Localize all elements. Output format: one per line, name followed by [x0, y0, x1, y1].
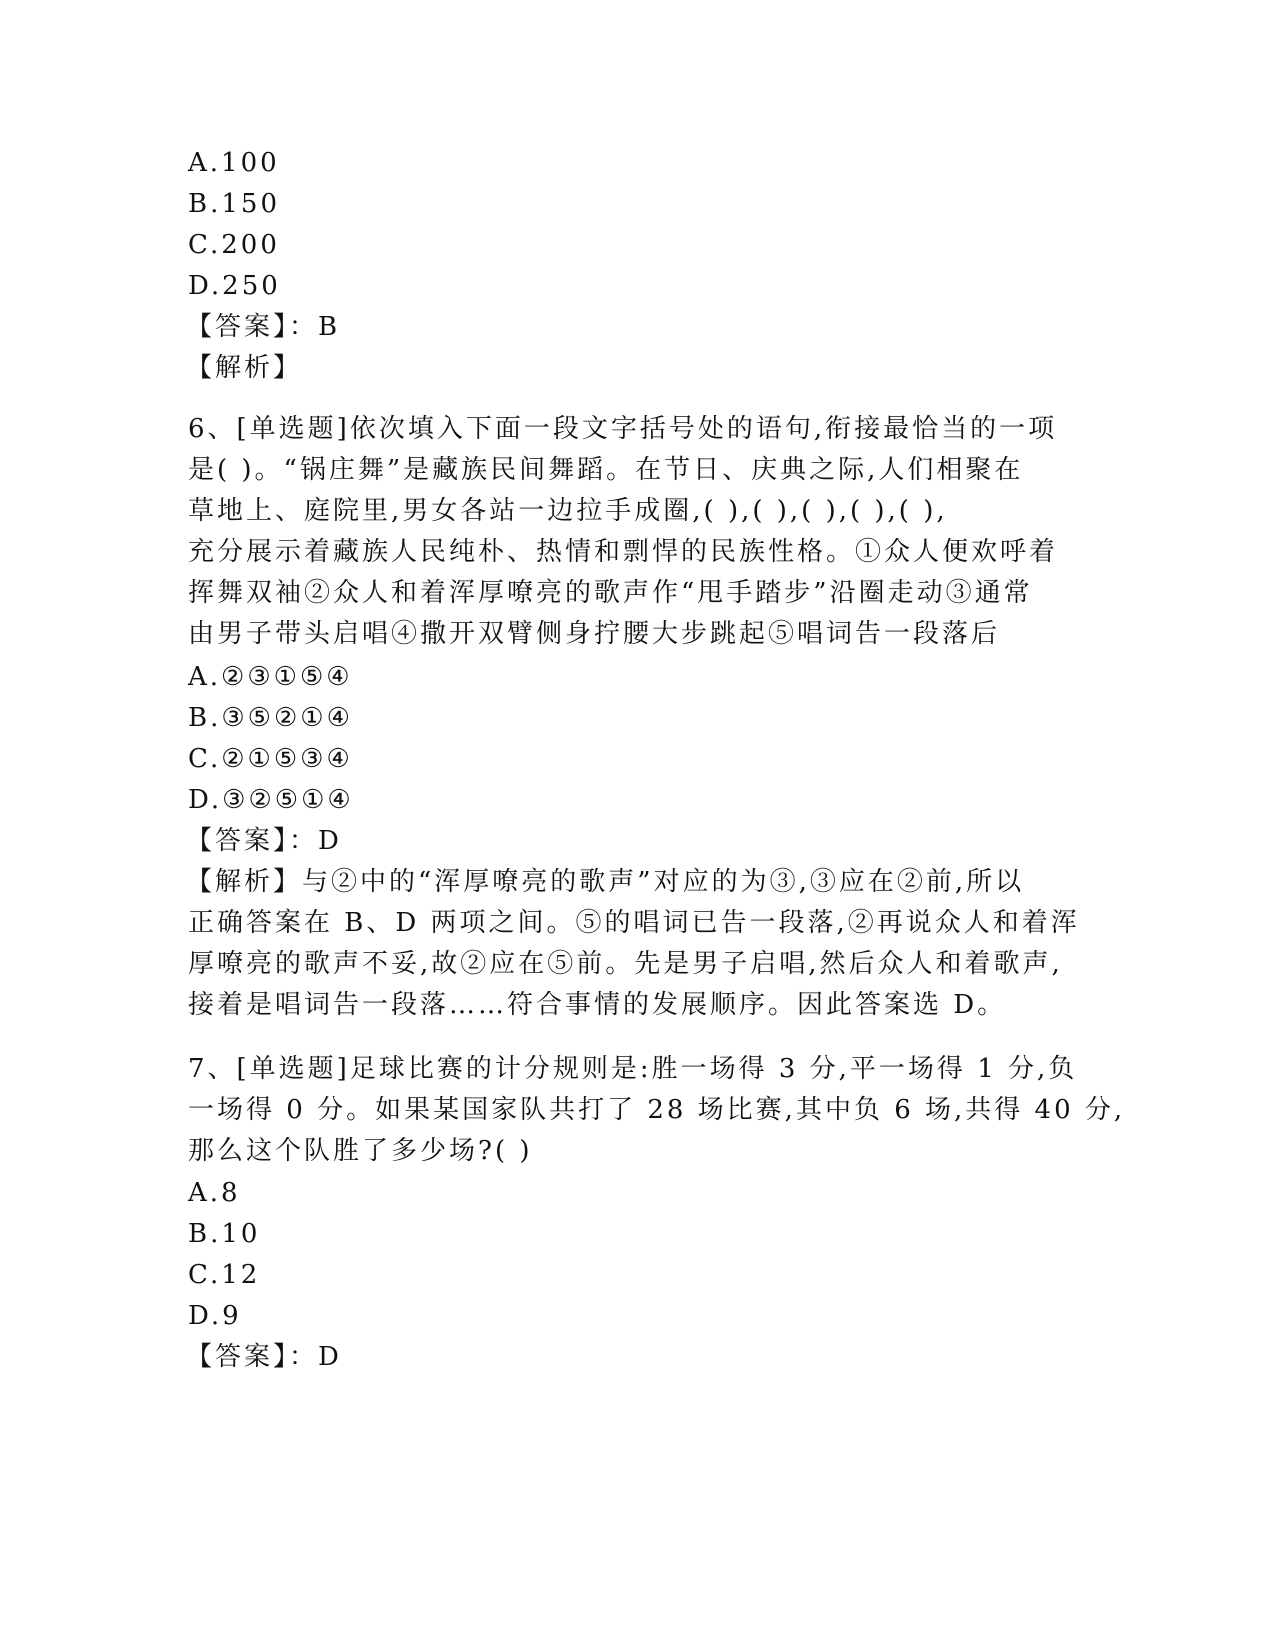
- option-a: A.8: [188, 1178, 241, 1208]
- answer: 【答案】：D: [186, 826, 342, 856]
- analysis-line: 正确答案在 B、D 两项之间。⑤的唱词已告一段落,②再说众人和着浑: [188, 908, 1080, 938]
- question-stem-line: 由男子带头启唱④撒开双臂侧身拧腰大步跳起⑤唱词告一段落后: [188, 619, 1001, 649]
- question-stem-line: 充分展示着藏族人民纯朴、热情和剽悍的民族性格。①众人便欢呼着: [188, 537, 1059, 567]
- question-stem-line: 一场得 0 分。如果某国家队共打了 28 场比赛,其中负 6 场,共得 40 分,: [188, 1095, 1126, 1125]
- option-a: A.100: [188, 148, 280, 178]
- option-d: D.9: [188, 1301, 242, 1331]
- option-c: C.②①⑤③④: [188, 744, 353, 774]
- answer: 【答案】：D: [186, 1342, 342, 1372]
- analysis-line: 【解析】与②中的“浑厚嘹亮的歌声”对应的为③,③应在②前,所以: [186, 867, 1025, 897]
- answer: 【答案】：B: [186, 312, 341, 342]
- option-d: D.250: [188, 271, 281, 301]
- option-b: B.10: [188, 1219, 261, 1249]
- question-stem-line: 7、[单选题]足球比赛的计分规则是:胜一场得 3 分,平一场得 1 分,负: [188, 1054, 1078, 1084]
- option-c: C.200: [188, 230, 280, 260]
- question-stem-line: 是( )。“锅庄舞”是藏族民间舞蹈。在节日、庆典之际,人们相聚在: [188, 455, 1024, 485]
- question-stem-line: 草地上、庭院里,男女各站一边拉手成圈,( ),( ),( ),( ),( ),: [188, 496, 948, 526]
- option-d: D.③②⑤①④: [188, 785, 354, 815]
- option-a: A.②③①⑤④: [188, 662, 353, 692]
- analysis-line: 接着是唱词告一段落……符合事情的发展顺序。因此答案选 D。: [188, 990, 1007, 1020]
- analysis-heading: 【解析】: [186, 353, 303, 383]
- question-stem-line: 挥舞双袖②众人和着浑厚嘹亮的歌声作“甩手踏步”沿圈走动③通常: [188, 578, 1033, 608]
- question-stem-line: 那么这个队胜了多少场?( ): [188, 1136, 533, 1166]
- option-c: C.12: [188, 1260, 261, 1290]
- option-b: B.③⑤②①④: [188, 703, 353, 733]
- question-stem-line: 6、[单选题]依次填入下面一段文字括号处的语句,衔接最恰当的一项: [188, 414, 1058, 444]
- option-b: B.150: [188, 189, 280, 219]
- analysis-line: 厚嘹亮的歌声不妥,故②应在⑤前。先是男子启唱,然后众人和着歌声,: [188, 949, 1063, 979]
